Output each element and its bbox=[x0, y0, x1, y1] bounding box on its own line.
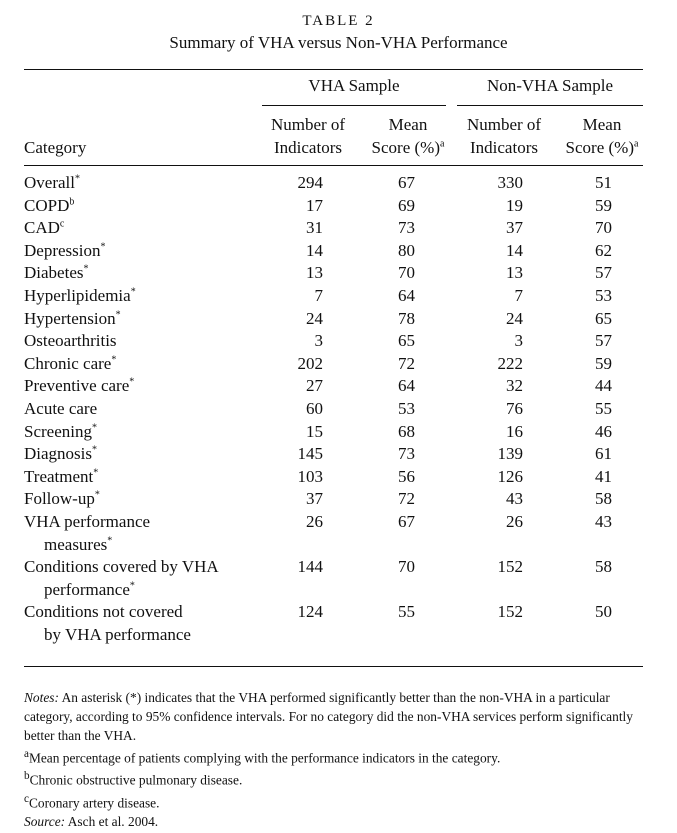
vha-score-cell: 56 bbox=[398, 466, 415, 486]
table-title: Summary of VHA versus Non-VHA Performance bbox=[169, 33, 508, 52]
table-row bbox=[0, 262, 677, 285]
table-row bbox=[0, 285, 677, 308]
row-label-text: Depression bbox=[24, 240, 101, 260]
row-label-sup: b bbox=[69, 195, 75, 207]
vha-score-cell: 73 bbox=[398, 218, 415, 238]
source-label: Source: bbox=[24, 814, 66, 830]
vha-indicators-cell: 27 bbox=[306, 376, 323, 396]
category-header: Category bbox=[24, 138, 87, 157]
vha-score-cell: 64 bbox=[398, 376, 415, 396]
non-vha-indicators-cell: 152 bbox=[497, 557, 523, 577]
table-row bbox=[0, 443, 677, 466]
footnote-mark: c bbox=[24, 792, 29, 805]
row-label-sup: * bbox=[74, 173, 80, 185]
col-header-line1: Mean bbox=[582, 115, 622, 134]
notes-label: Notes: bbox=[24, 690, 59, 705]
row-label bbox=[24, 353, 264, 376]
header-rule bbox=[24, 165, 643, 166]
non-vha-score-cell: 53 bbox=[595, 285, 612, 305]
vha-group-rule bbox=[262, 105, 446, 106]
row-label bbox=[24, 421, 264, 444]
non-vha-score-cell: 57 bbox=[595, 331, 612, 351]
vha-score-cell: 73 bbox=[398, 444, 415, 464]
row-label-sup: * bbox=[93, 467, 99, 479]
col-header-non-vha-indicators bbox=[454, 113, 554, 159]
notes-paragraph bbox=[24, 688, 654, 745]
row-label-sup: * bbox=[94, 489, 100, 501]
vha-indicators-cell: 15 bbox=[306, 421, 323, 441]
vha-indicators-cell: 124 bbox=[297, 602, 323, 622]
footnote-text: Chronic obstructive pulmonary disease. bbox=[29, 772, 243, 788]
row-label-text: COPD bbox=[24, 195, 70, 215]
vha-indicators-cell: 294 bbox=[297, 173, 323, 192]
table-row bbox=[0, 488, 677, 511]
row-label-text: Diabetes bbox=[24, 263, 84, 283]
row-label-continuation-text: performance bbox=[44, 579, 130, 599]
vha-indicators-cell: 202 bbox=[297, 353, 323, 373]
non-vha-indicators-cell: 139 bbox=[497, 444, 523, 464]
vha-indicators-cell: 24 bbox=[306, 308, 323, 328]
non-vha-indicators-cell: 126 bbox=[497, 466, 523, 486]
row-label-continuation bbox=[24, 624, 264, 647]
notes-text: An asterisk (*) indicates that the VHA performed significantly better than the non-VHA in a particular category, according to 95% confidence intervals. For no category did the non-VHA services perform significantly better than the VHA. bbox=[24, 690, 633, 743]
vha-indicators-cell: 7 bbox=[314, 285, 323, 305]
row-label-text: Follow-up bbox=[24, 489, 95, 509]
vha-score-cell: 65 bbox=[398, 331, 415, 351]
non-vha-indicators-cell: 330 bbox=[497, 173, 523, 192]
vha-score-cell: 67 bbox=[398, 511, 415, 531]
row-label-text: Diagnosis bbox=[24, 444, 92, 464]
row-label bbox=[24, 488, 264, 511]
non-vha-score-cell: 55 bbox=[595, 398, 612, 418]
table-label: TABLE 2 bbox=[302, 13, 375, 29]
row-label-continuation bbox=[24, 534, 264, 557]
row-label-text: Chronic care bbox=[24, 353, 112, 373]
row-label bbox=[24, 601, 264, 646]
footnote-text: Coronary artery disease. bbox=[28, 795, 160, 811]
col-header-line2: Indicators bbox=[274, 138, 342, 157]
row-label-sup: * bbox=[115, 308, 121, 320]
row-label bbox=[24, 375, 264, 398]
row-label bbox=[24, 240, 264, 263]
vha-score-cell: 72 bbox=[398, 489, 415, 509]
row-label bbox=[24, 308, 264, 331]
row-label-continuation bbox=[24, 579, 264, 602]
non-vha-indicators-cell: 222 bbox=[497, 353, 523, 373]
col-header-line1: Number of bbox=[270, 115, 346, 134]
row-label bbox=[24, 262, 264, 285]
non-vha-score-cell: 70 bbox=[595, 218, 612, 238]
col-header-sup: a bbox=[634, 138, 639, 150]
row-label bbox=[24, 398, 264, 421]
vha-score-cell: 78 bbox=[398, 308, 415, 328]
table-row bbox=[0, 195, 677, 218]
non-vha-indicators-cell: 13 bbox=[506, 263, 523, 283]
row-label bbox=[24, 466, 264, 489]
non-vha-indicators-cell: 24 bbox=[506, 308, 523, 328]
row-label-text: Osteoarthritis bbox=[24, 331, 117, 351]
table-row bbox=[0, 375, 677, 398]
table-row bbox=[0, 353, 677, 376]
vha-score-cell: 68 bbox=[398, 421, 415, 441]
row-label bbox=[24, 511, 264, 556]
source-text: Asch et al. 2004. bbox=[67, 814, 159, 830]
row-label-sup: c bbox=[59, 218, 65, 230]
non-vha-score-cell: 59 bbox=[595, 195, 612, 215]
row-label-text: Preventive care bbox=[24, 376, 130, 396]
vha-indicators-cell: 103 bbox=[297, 466, 323, 486]
non-vha-score-cell: 50 bbox=[595, 602, 612, 622]
non-vha-indicators-cell: 37 bbox=[506, 218, 523, 238]
footnote-mark: b bbox=[24, 770, 30, 783]
non-vha-score-cell: 46 bbox=[595, 421, 612, 441]
row-label bbox=[24, 556, 264, 601]
non-vha-score-cell: 57 bbox=[595, 263, 612, 283]
source-line bbox=[24, 812, 654, 831]
vha-score-cell: 64 bbox=[398, 285, 415, 305]
row-label-text: Overall bbox=[24, 173, 75, 192]
row-label-text: Hyperlipidemia bbox=[24, 285, 131, 305]
row-label-sup: * bbox=[107, 534, 113, 546]
row-label-continuation-text: measures bbox=[44, 534, 108, 554]
non-vha-score-cell: 59 bbox=[595, 353, 612, 373]
non-vha-score-cell: 62 bbox=[595, 240, 612, 260]
row-label-sup: * bbox=[92, 444, 97, 456]
vha-score-cell: 67 bbox=[398, 173, 415, 192]
bottom-rule bbox=[24, 666, 643, 667]
row-label-text: CAD bbox=[24, 218, 60, 238]
row-label-sup: * bbox=[91, 421, 97, 433]
non-vha-score-cell: 58 bbox=[595, 489, 612, 509]
vha-indicators-cell: 144 bbox=[297, 557, 323, 577]
footnote-c bbox=[24, 790, 654, 812]
table-notes bbox=[24, 688, 654, 831]
vha-score-cell: 72 bbox=[398, 353, 415, 373]
non-vha-indicators-cell: 43 bbox=[506, 489, 523, 509]
col-header-sup: a bbox=[440, 138, 445, 150]
vha-indicators-cell: 145 bbox=[297, 444, 323, 464]
non-vha-score-cell: 58 bbox=[595, 557, 612, 577]
row-label-sup: * bbox=[100, 241, 106, 253]
vha-score-cell: 70 bbox=[398, 557, 415, 577]
row-label bbox=[24, 195, 264, 218]
vha-indicators-cell: 60 bbox=[306, 398, 323, 418]
non-vha-indicators-cell: 26 bbox=[506, 511, 523, 531]
vha-score-cell: 70 bbox=[398, 263, 415, 283]
non-vha-indicators-cell: 32 bbox=[506, 376, 523, 396]
non-vha-indicators-cell: 152 bbox=[497, 602, 523, 622]
table-row bbox=[0, 556, 677, 601]
vha-score-cell: 55 bbox=[398, 602, 415, 622]
col-header-line2: Score (%) bbox=[371, 138, 440, 157]
row-label-sup: * bbox=[129, 580, 135, 592]
row-label-text: Acute care bbox=[24, 398, 98, 418]
non-vha-score-cell: 44 bbox=[595, 376, 612, 396]
table-row bbox=[0, 511, 677, 556]
table-row bbox=[0, 466, 677, 489]
non-vha-score-cell: 65 bbox=[595, 308, 612, 328]
table-heading bbox=[0, 12, 677, 54]
non-vha-indicators-cell: 19 bbox=[506, 195, 523, 215]
table-row bbox=[0, 601, 677, 646]
table-row bbox=[0, 172, 677, 195]
table-row bbox=[0, 330, 677, 353]
non-vha-indicators-cell: 3 bbox=[514, 331, 523, 351]
footnote-mark: a bbox=[24, 748, 29, 760]
row-label bbox=[24, 217, 264, 240]
vha-indicators-cell: 17 bbox=[306, 195, 323, 215]
row-label-continuation-text: by VHA performance bbox=[44, 624, 191, 644]
table-row bbox=[0, 421, 677, 444]
vha-indicators-cell: 13 bbox=[306, 263, 323, 283]
table-row bbox=[0, 217, 677, 240]
non-vha-indicators-cell: 76 bbox=[506, 398, 523, 418]
row-label-sup: * bbox=[130, 286, 136, 298]
non-vha-group-rule bbox=[457, 105, 643, 106]
non-vha-score-cell: 41 bbox=[595, 466, 612, 486]
col-header-non-vha-score bbox=[556, 113, 648, 159]
row-label-text: Hypertension bbox=[24, 308, 116, 328]
col-header-vha-indicators bbox=[258, 113, 358, 159]
footnote-a bbox=[24, 745, 654, 767]
row-label-text: Treatment bbox=[24, 466, 94, 486]
row-label-sup: * bbox=[129, 376, 135, 388]
group-header-vha: VHA Sample bbox=[308, 76, 400, 95]
footnote-b bbox=[24, 767, 654, 789]
col-header-vha-score bbox=[362, 113, 454, 159]
non-vha-indicators-cell: 16 bbox=[506, 421, 523, 441]
vha-indicators-cell: 37 bbox=[306, 489, 323, 509]
row-label bbox=[24, 443, 264, 466]
vha-indicators-cell: 14 bbox=[306, 240, 323, 260]
non-vha-score-cell: 43 bbox=[595, 511, 612, 531]
table-row bbox=[0, 398, 677, 421]
row-label-text: Conditions not covered bbox=[24, 602, 183, 622]
col-header-line1: Mean bbox=[388, 115, 428, 134]
footnote-text: Mean percentage of patients complying with the performance indicators in the category. bbox=[28, 750, 501, 766]
non-vha-score-cell: 51 bbox=[595, 173, 612, 192]
vha-indicators-cell: 31 bbox=[306, 218, 323, 238]
table-body bbox=[0, 172, 677, 646]
row-label bbox=[24, 172, 264, 195]
row-label-text: VHA performance bbox=[24, 511, 151, 531]
table-row bbox=[0, 240, 677, 263]
row-label-sup: * bbox=[83, 263, 89, 275]
vha-indicators-cell: 26 bbox=[306, 511, 323, 531]
top-rule bbox=[24, 69, 643, 70]
non-vha-indicators-cell: 7 bbox=[514, 285, 523, 305]
vha-score-cell: 80 bbox=[398, 240, 415, 260]
col-header-line2: Indicators bbox=[470, 138, 538, 157]
row-label-sup: * bbox=[111, 354, 117, 366]
row-label bbox=[24, 330, 264, 353]
row-label-text: Conditions covered by VHA bbox=[24, 557, 219, 577]
non-vha-indicators-cell: 14 bbox=[506, 240, 523, 260]
row-label-text: Screening bbox=[24, 421, 92, 441]
vha-score-cell: 53 bbox=[398, 398, 415, 418]
col-header-line1: Number of bbox=[466, 115, 542, 134]
col-header-line2: Score (%) bbox=[565, 138, 634, 157]
row-label bbox=[24, 285, 264, 308]
non-vha-score-cell: 61 bbox=[595, 444, 612, 464]
group-header-non-vha: Non-VHA Sample bbox=[486, 76, 614, 95]
table-row bbox=[0, 308, 677, 331]
vha-score-cell: 69 bbox=[398, 195, 415, 215]
vha-indicators-cell: 3 bbox=[314, 331, 323, 351]
